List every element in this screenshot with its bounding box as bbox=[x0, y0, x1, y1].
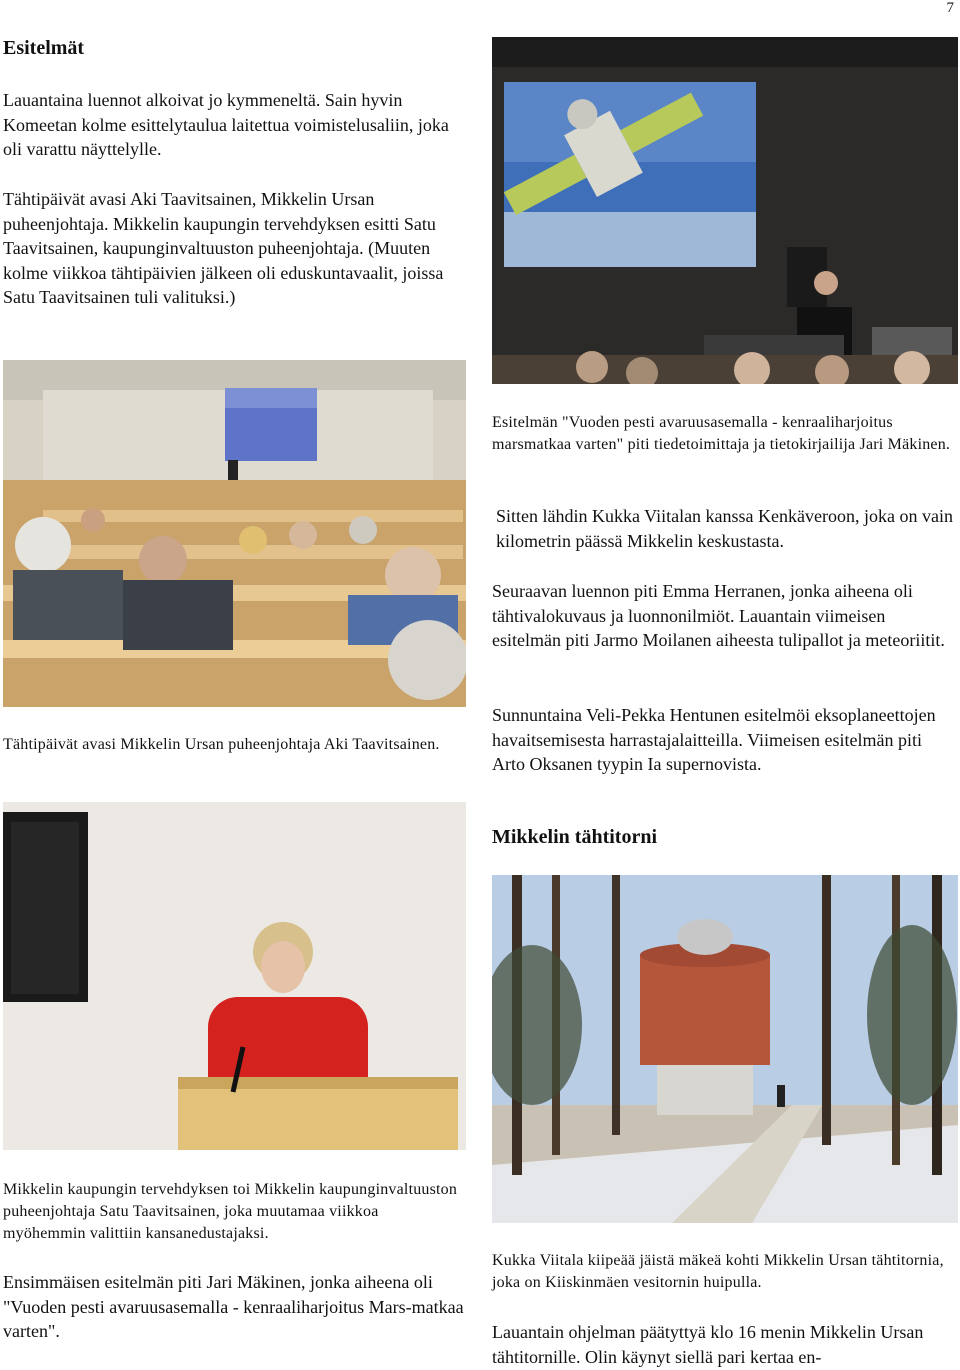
paragraph-sunday-lectures: Sunnuntaina Veli-Pekka Hentunen esitelmöi eksoplaneettojen havaitsemisesta harrastajalaitteilla. Viimeisen esitelmän piti Arto Oksanen tyypin Ia supernovista. bbox=[492, 705, 936, 774]
paragraph-observatory-visit: Lauantain ohjelman päätyttyä klo 16 menin Mikkelin Ursan tähtitornille. Olin käynyt siellä pari kertaa en- bbox=[492, 1322, 924, 1367]
paragraph-opening: Tähtipäivät avasi Aki Taavitsainen, Mikkelin Ursan puheenjohtaja. Mikkelin kaupungin tervehdyksen esitti Satu Taavitsainen, kaupunginvaltuuston puheenjohtaja. (Muuten kolme viikkoa tähtipäivien jälkeen oli eduskuntavaalit, joissa Satu Taavitsainen tuli valituksi.) bbox=[3, 189, 444, 307]
section-heading-esitelmat: Esitelmät bbox=[3, 37, 85, 59]
photo-speaker-podium bbox=[3, 802, 466, 1150]
photo-lecture-hall bbox=[3, 360, 466, 707]
photo-space-presentation bbox=[492, 37, 958, 384]
paragraph-first-lecture: Ensimmäisen esitelmän piti Jari Mäkinen, jonka aiheena oli "Vuoden pesti avaruusasemalla - kenraaliharjoitus Mars-matkaa varten". bbox=[3, 1272, 464, 1341]
page-number: 7 bbox=[946, 0, 954, 16]
paragraph-intro: Lauantaina luennot alkoivat jo kymmeneltä. Sain hyvin Komeetan kolme esittelytaulua laitettua voimistelusaliin, joka oli varattu näyttelylle. bbox=[3, 90, 449, 159]
caption-lecture-hall: Tähtipäivät avasi Mikkelin Ursan puheenjohtaja Aki Taavitsainen. bbox=[3, 736, 440, 753]
caption-space-presentation: Esitelmän "Vuoden pesti avaruusasemalla - kenraaliharjoitus marsmatkaa varten" piti tiedetoimittaja ja tietokirjailija Jari Mäkinen. bbox=[492, 414, 951, 453]
caption-water-tower: Kukka Viitala kiipeää jäistä mäkeä kohti Mikkelin Ursan tähtitornia, joka on Kiiskinmäen vesitornin huipulla. bbox=[492, 1252, 944, 1291]
section-heading-tahtitorni: Mikkelin tähtitorni bbox=[492, 826, 658, 848]
paragraph-kenkavero: Sitten lähdin Kukka Viitalan kanssa Kenkäveroon, joka on vain kilometrin päässä Mikkelin keskustasta. bbox=[496, 506, 953, 551]
photo-water-tower-observatory bbox=[492, 875, 958, 1223]
paragraph-saturday-lectures: Seuraavan luennon piti Emma Herranen, jonka aiheena oli tähtivalokuvaus ja luonnonilmiöt. Lauantain viimeisen esitelmän piti Jarmo Moilanen aiheesta tulipallot ja meteoriitit. bbox=[492, 581, 945, 650]
caption-speaker-podium: Mikkelin kaupungin tervehdyksen toi Mikkelin kaupunginvaltuuston puheenjohtaja Satu Taavitsainen, joka muutamaa viikkoa myöhemmin valittiin kansanedustajaksi. bbox=[3, 1181, 458, 1242]
